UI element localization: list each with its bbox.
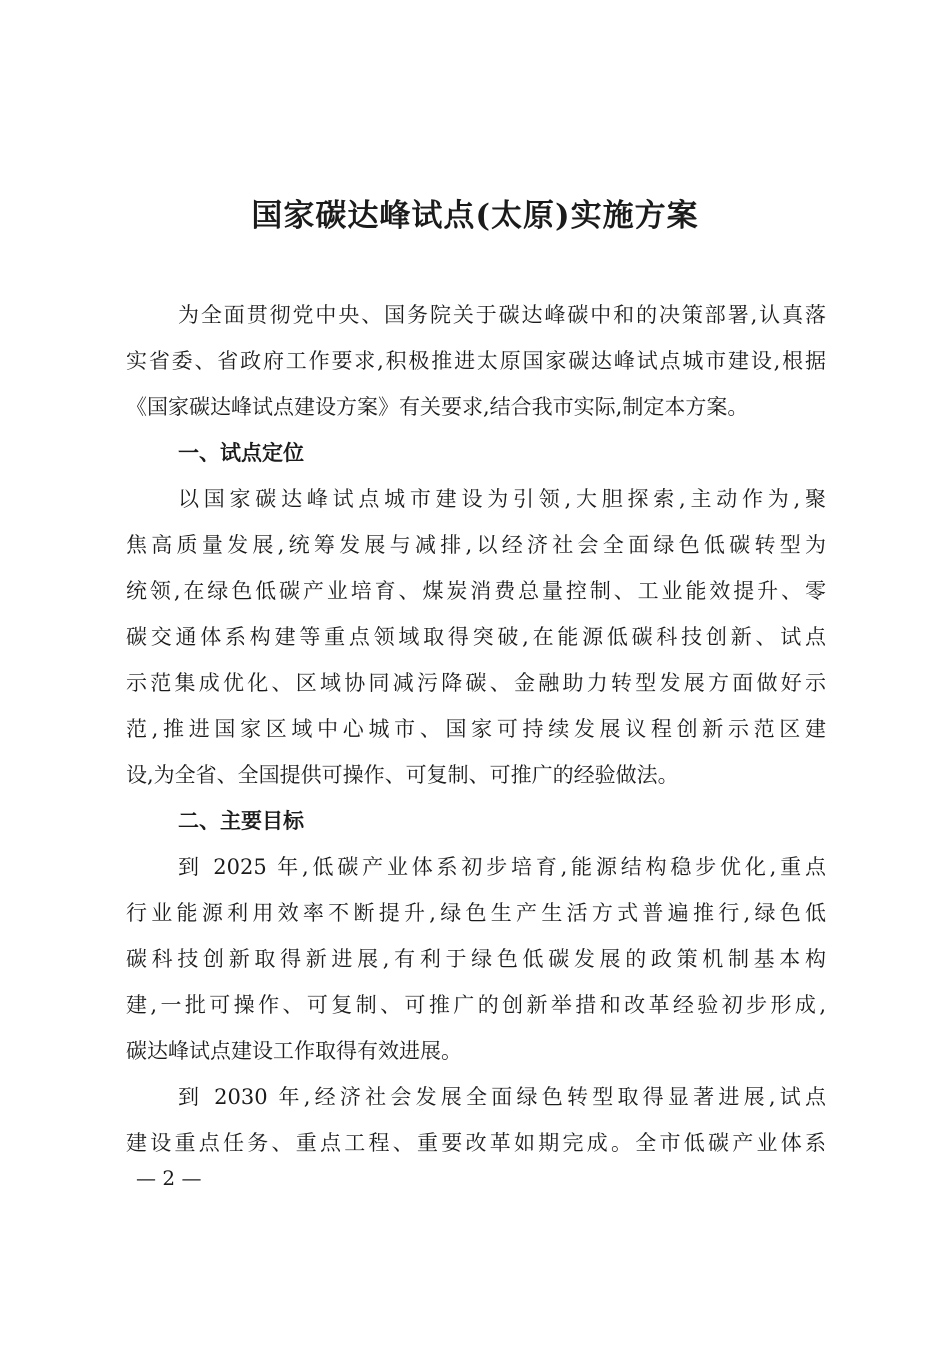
paragraph-line: 碳达峰试点建设工作取得有效进展。 [126,1039,462,1063]
paragraph-line: 到 2030 年,经济社会发展全面绿色转型取得显著进展,试点 [178,1085,826,1109]
paragraph-line: 《国家碳达峰试点建设方案》有关要求,结合我市实际,制定本方案。 [126,395,749,419]
paragraph-line: 建,一批可操作、可复制、可推广的创新举措和改革经验初步形成, [126,993,826,1017]
section-heading-main-goals: 二、主要目标 [178,809,304,833]
paragraph-line: 以国家碳达峰试点城市建设为引领,大胆探索,主动作为,聚 [178,487,826,511]
paragraph-line: 行业能源利用效率不断提升,绿色生产生活方式普遍推行,绿色低 [126,901,826,925]
document-body [126,292,826,1166]
pilot-positioning-paragraph [126,476,826,798]
document-title: 国家碳达峰试点(太原)实施方案 [251,198,699,234]
paragraph-line: 碳交通体系构建等重点领域取得突破,在能源低碳科技创新、试点 [126,625,826,649]
paragraph-line: 为全面贯彻党中央、国务院关于碳达峰碳中和的决策部署,认真落 [178,303,826,327]
paragraph-line: 示范集成优化、区域协同减污降碳、金融助力转型发展方面做好示 [126,671,826,695]
paragraph-line: 范,推进国家区域中心城市、国家可持续发展议程创新示范区建 [126,717,826,741]
paragraph-line: 焦高质量发展,统筹发展与减排,以经济社会全面绿色低碳转型为 [126,533,826,557]
paragraph-line: 统领,在绿色低碳产业培育、煤炭消费总量控制、工业能效提升、零 [126,579,826,603]
paragraph-line: 到 2025 年,低碳产业体系初步培育,能源结构稳步优化,重点 [178,855,826,879]
paragraph-line: 碳科技创新取得新进展,有利于绿色低碳发展的政策机制基本构 [126,947,826,971]
goals-2030-paragraph [126,1074,826,1166]
paragraph-line: 实省委、省政府工作要求,积极推进太原国家碳达峰试点城市建设,根据 [126,349,826,373]
paragraph-line: 建设重点任务、重点工程、重要改革如期完成。全市低碳产业体系 [126,1131,826,1155]
section-heading-pilot-positioning: 一、试点定位 [178,441,304,465]
paragraph-line: 设,为全省、全国提供可操作、可复制、可推广的经验做法。 [126,763,679,787]
page-number: — 2 — [136,1166,202,1190]
goals-2025-paragraph [126,844,826,1074]
intro-paragraph [126,292,826,430]
